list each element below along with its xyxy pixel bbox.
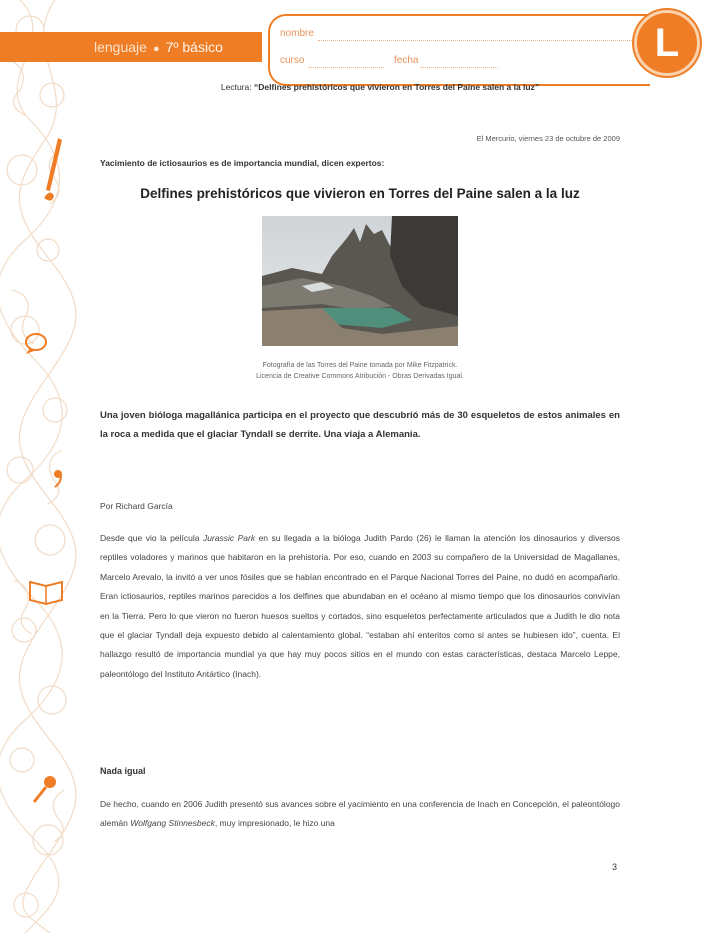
date-field[interactable] (420, 67, 498, 68)
torres-del-paine-photo (262, 216, 458, 346)
date-label: fecha (394, 55, 419, 66)
body-text-rest: en su llegada a la bióloga Judith Pardo (26) le llaman la atención los dinosaurios y diversos reptiles voladores y marinos que habitaron en la prehistoria. Por eso, cuando en 2003 su compañero de la Universidad de Magallanes, Marcelo Arevalo, la invitó a ver unos fósiles que se habían encontrado en el Parque Nacional Torres del Paine, no dudó en acompañarlo. Eran ictiosaurios, reptiles marinos parecidos a los delfines que abundaban en el océano al mismo tiempo que los dinosaurios convivían en la Tierra. Pero lo que vieron no fueron huesos sueltos y cortados, sino esqueletos perfectamente articulados que a Judith le dio nota que el glaciar Tyndall deja expuesto debido al calentamiento global. “estaban ahí enteritos como si antes se hubiesen ido”, cuenta. El hallazgo resultó de importancia mundial ya que hay muy pocos sitios en el mundo con estas características, destaca Marcelo Leppe, paleontólogo del Instituto Antártico (Inach). (100, 533, 621, 679)
photo-caption-line-1: Fotografía de las Torres del Paine tomada por Mike Fitzpatrick. (262, 362, 458, 369)
section-heading: Nada igual (100, 766, 146, 776)
reading-title (110, 82, 650, 92)
reading-title-prefix: Lectura: (220, 82, 254, 92)
article-body-paragraph-2 (100, 795, 620, 834)
page-number: 3 (612, 862, 618, 872)
body-text-start: Desde que vio la película (100, 533, 203, 543)
body2-text-start: De hecho, cuando en 2006 Judith presentó sus avances sobre el yacimiento en una conferencia de Inach en Concepción, el paleontólogo alemán (100, 799, 620, 829)
grade-label: 7º básico (165, 39, 223, 55)
article-title: Delfines prehistóricos que vivieron en Torres del Paine salen a la luz (140, 186, 580, 201)
microphone-icon (34, 776, 56, 802)
article-body-paragraph-1 (100, 529, 620, 684)
photo-caption (200, 360, 520, 382)
bullet-separator: ● (152, 43, 160, 55)
name-label: nombre (280, 28, 314, 39)
subject-label: lenguaje (94, 39, 147, 55)
subject-header-tab (0, 32, 262, 62)
name-field[interactable] (318, 40, 636, 41)
book-icon (30, 582, 62, 604)
course-field[interactable] (308, 67, 384, 68)
article-source: El Mercurio, viernes 23 de octubre de 2009 (476, 134, 620, 143)
subject-badge: L (634, 10, 700, 76)
photo-caption-line-2: Licencia de Creative Commons Atribución - Obras Derivadas Igual. (256, 373, 464, 380)
film-title: Jurassic Park (202, 533, 256, 543)
article-lead: Una joven bióloga magallánica participa en el proyecto que descubrió más de 30 esqueletos de estos animales en la roca a medida que el glaciar Tyndall se derrite. Una viaja a Alemania. (100, 410, 620, 440)
article-byline: Por Richard García (100, 501, 173, 511)
article-kicker: Yacimiento de ictiosaurios es de importancia mundial, dicen expertos: (100, 158, 385, 168)
reading-title-text: “Delfines prehistóricos que vivieron en Torres del Paine salen a la luz” (253, 82, 540, 92)
decorative-swirl-border (0, 0, 82, 933)
course-label: curso (280, 55, 305, 66)
scientist-name: Wolfgang Stinnesbeck (130, 818, 215, 829)
body2-text-rest: , muy impresionado, le hizo una (214, 818, 335, 829)
comma-icon (54, 470, 62, 487)
student-info-form (268, 14, 650, 86)
